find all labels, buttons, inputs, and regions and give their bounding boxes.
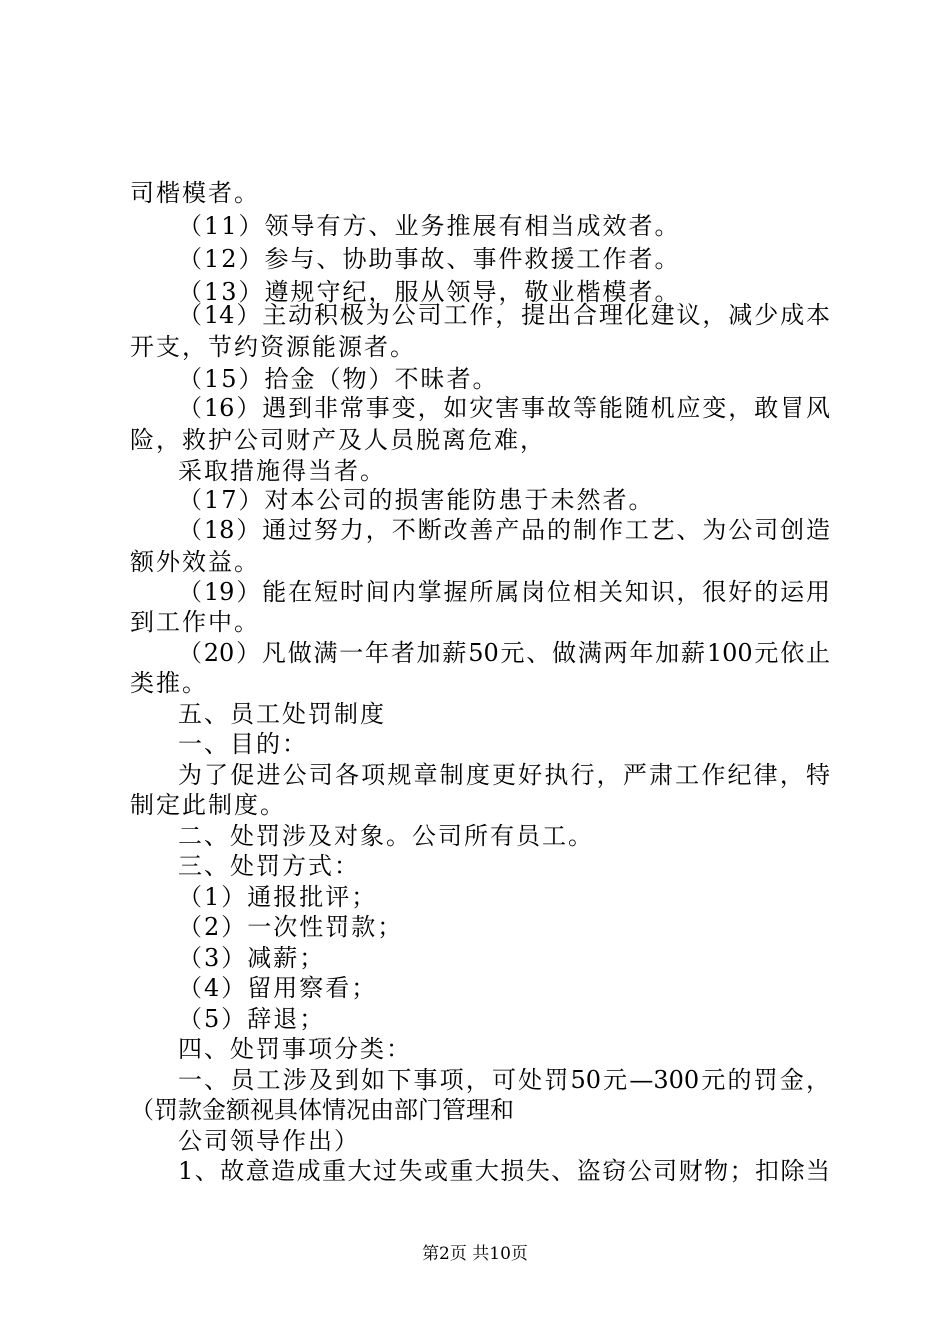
text-line: （17）对本公司的损害能防患于未然者。 [178, 486, 655, 514]
list-item: （4）留用察看； [178, 974, 378, 1002]
text-line: 三、处罚方式： [178, 852, 360, 880]
text-line: （13）遵规守纪，服从领导，敬业楷模者。 [178, 278, 681, 306]
list-item: （1）通报批评； [178, 883, 378, 911]
text-line: 司楷模者。 [130, 179, 260, 207]
text-line: 二、处罚涉及对象。公司所有员工。 [178, 822, 594, 850]
text-line: （19）能在短时间内掌握所属岗位相关知识，很好的运用 [178, 578, 830, 606]
text-line: 公司领导作出） [178, 1127, 360, 1155]
text-line: 类推。 [130, 669, 208, 697]
text-line: （罚款金额视具体情况由部门管理和 [130, 1096, 514, 1124]
page-number: 第2页 共10页 [422, 1244, 528, 1264]
text-line: （11）领导有方、业务推展有相当成效者。 [178, 212, 681, 240]
text-line: （18）通过努力，不断改善产品的制作工艺、为公司创造 [178, 516, 830, 544]
text-line: 额外效益。 [130, 548, 260, 576]
text-line: 开支，节约资源能源者。 [130, 333, 416, 361]
text-line: （14）主动积极为公司工作，提出合理化建议，减少成本 [178, 301, 830, 329]
text-line: （16）遇到非常事变，如灾害事故等能随机应变，敢冒风 [178, 394, 830, 422]
text-line: 一、员工涉及到如下事项，可处罚50元—300元的罚金， [178, 1066, 830, 1094]
text-line: （20）凡做满一年者加薪50元、做满两年加薪100元依止 [178, 639, 830, 667]
text-line: 一、目的： [178, 730, 308, 758]
list-item: （3）减薪； [178, 944, 326, 972]
text-line: 采取措施得当者。 [178, 457, 386, 485]
text-line: 险，救护公司财产及人员脱离危难， [130, 426, 546, 454]
text-line: 到工作中。 [130, 608, 260, 636]
text-line: 1、故意造成重大过失或重大损失、盗窃公司财物；扣除当 [178, 1157, 830, 1185]
text-line: 为了促进公司各项规章制度更好执行，严肃工作纪律，特 [178, 761, 830, 789]
list-item: （2）一次性罚款； [178, 913, 404, 941]
text-line: （12）参与、协助事故、事件救援工作者。 [178, 245, 681, 273]
text-line: 四、处罚事项分类： [178, 1035, 412, 1063]
section-heading: 五、员工处罚制度 [178, 700, 386, 728]
list-item: （5）辞退； [178, 1005, 326, 1033]
text-line: 制定此制度。 [130, 791, 286, 819]
text-line: （15）拾金（物）不昧者。 [178, 365, 499, 393]
